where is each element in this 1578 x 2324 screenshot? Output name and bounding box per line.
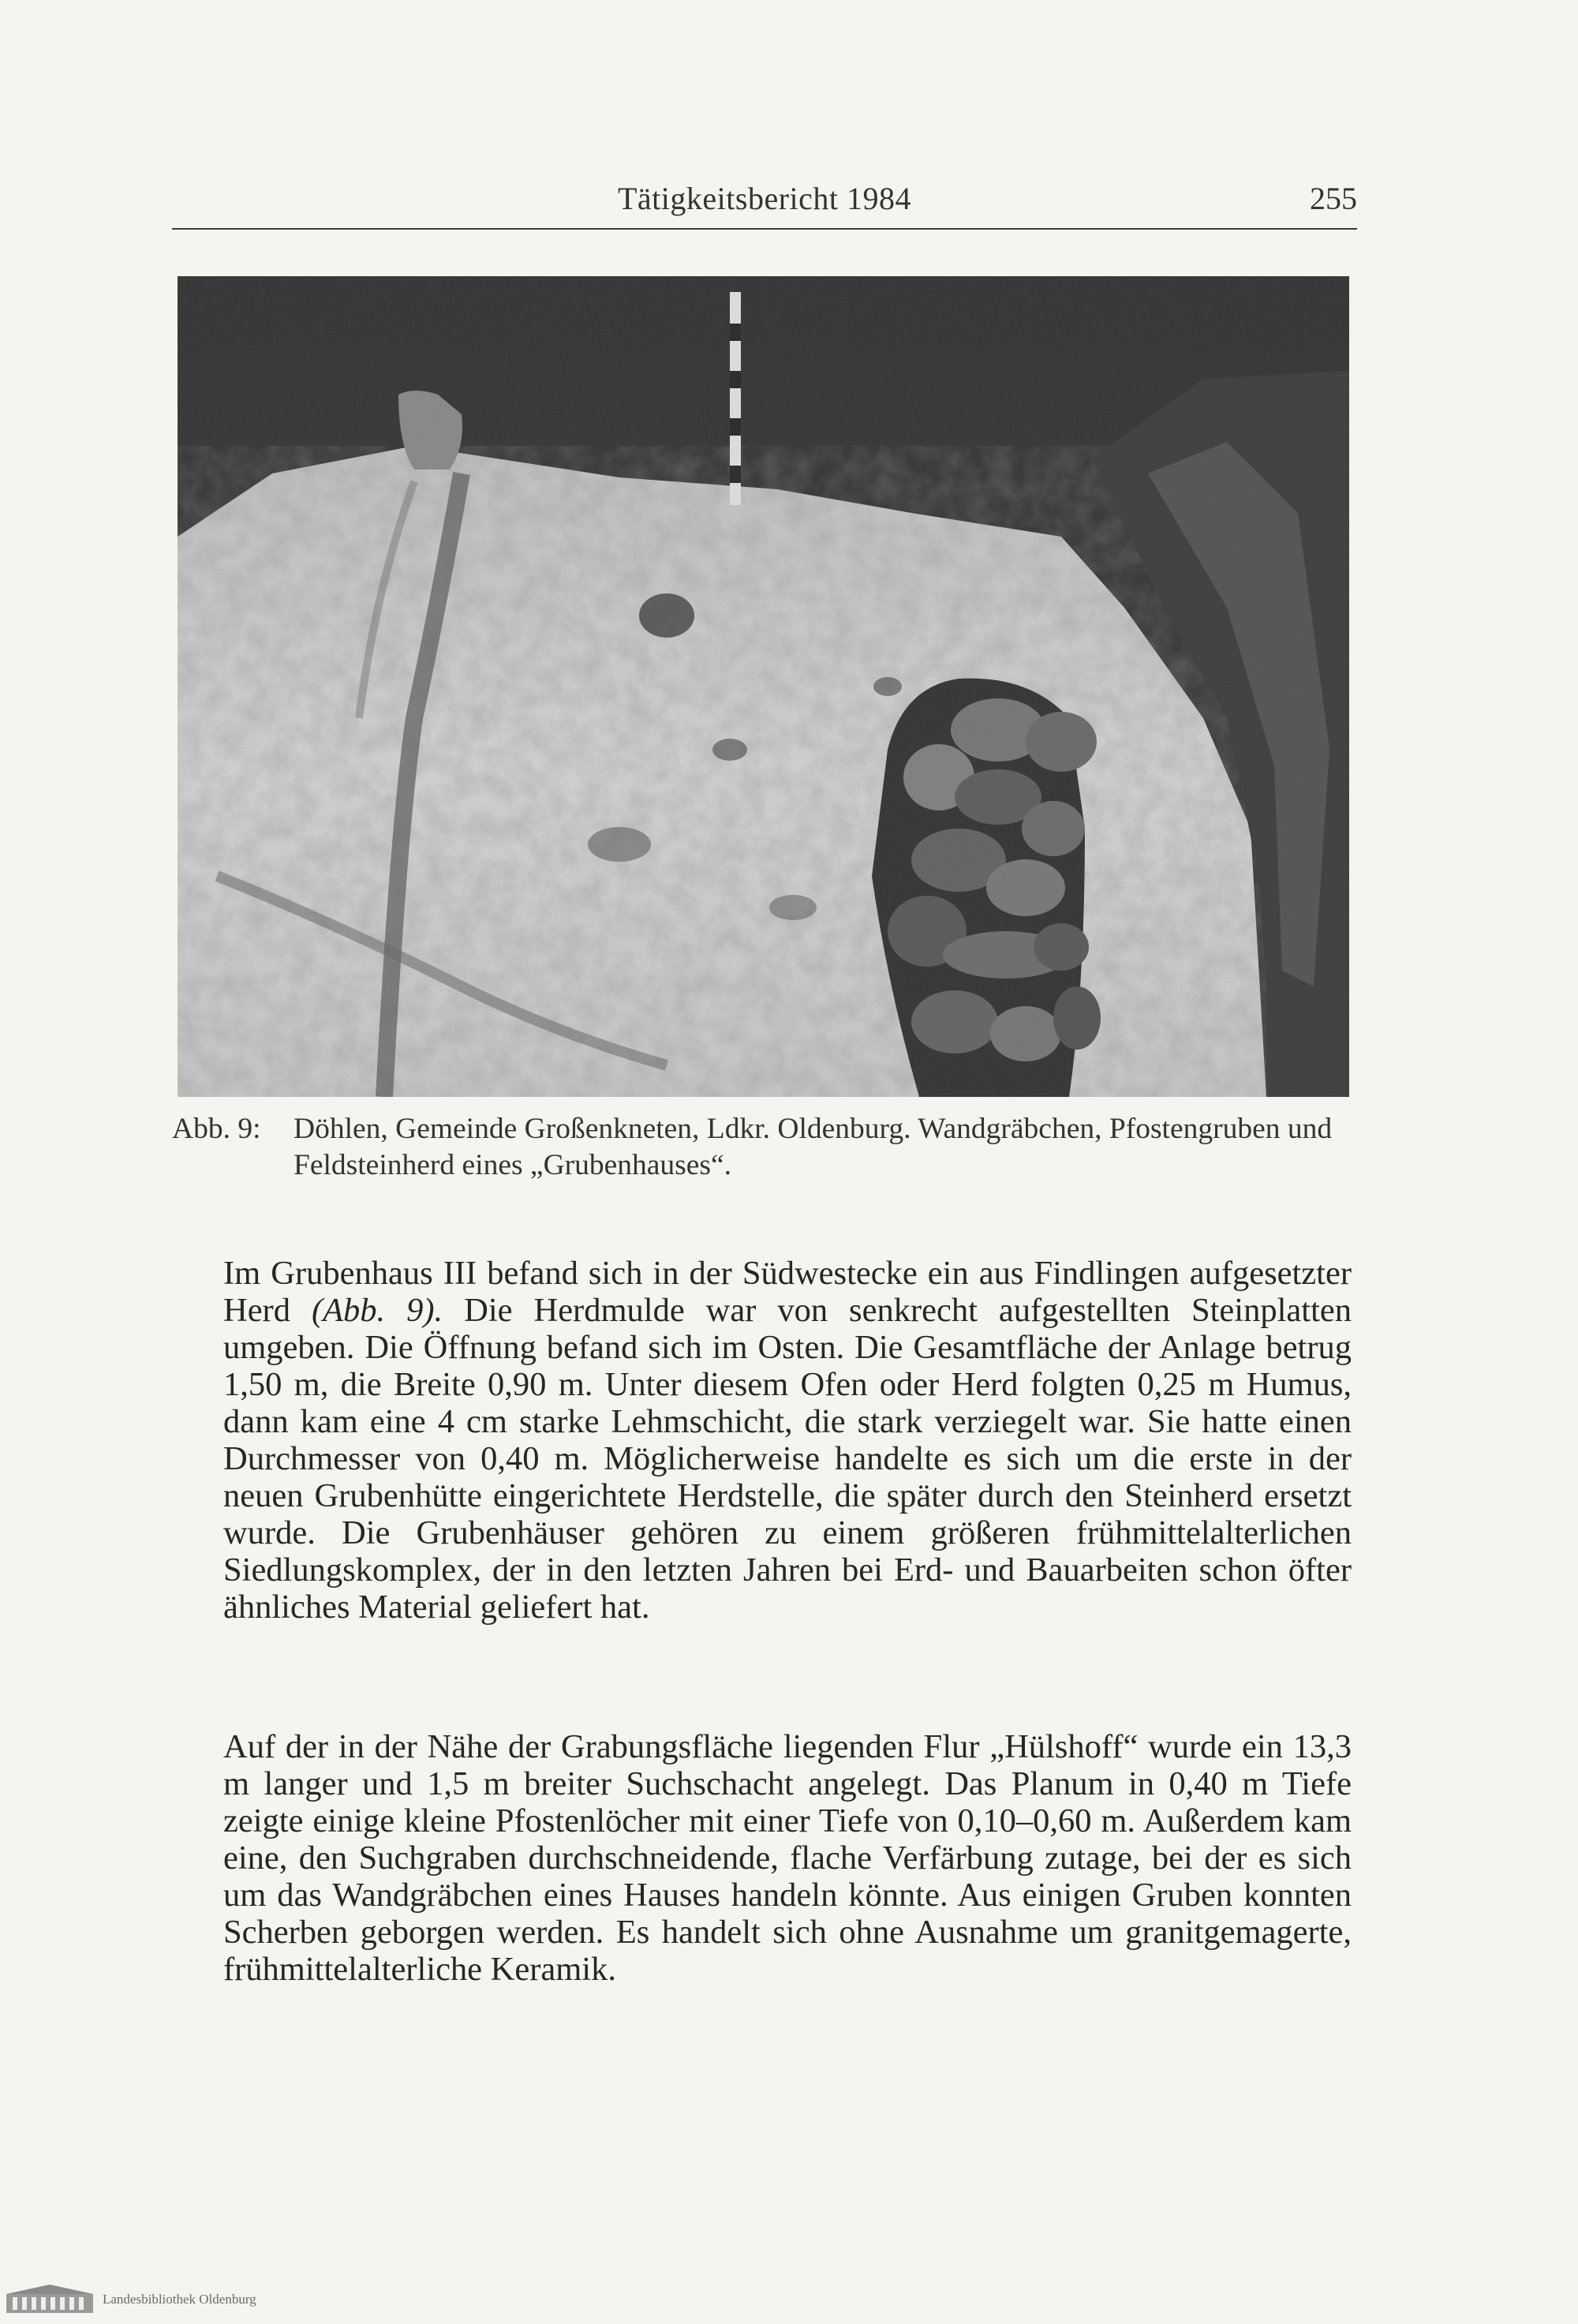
figure-label: Abb. 9: bbox=[172, 1113, 261, 1145]
page-number: 255 bbox=[1310, 181, 1357, 216]
excavation-photo bbox=[178, 276, 1349, 1097]
running-title: Tätigkeitsbericht 1984 bbox=[617, 181, 911, 216]
running-header bbox=[172, 180, 1357, 227]
paragraph-1-rest: Die Herdmulde war von senkrecht aufgestellten Steinplatten umgeben. Die Öffnung befand sich im Osten. Die Gesamtfläche der Anlage betrug 1,50 m, die Breite 0,90 m. Unter diesem Ofen oder Herd folgten 0,25 m Humus, dann kam eine 4 cm starke Lehmschicht, die stark verziegelt war. Sie hatte einen Durchmesser von 0,40 m. Möglicherweise handelte es sich um die erste in der neuen Grubenhütte eingerichtete Herdstelle, die später durch den Steinherd ersetzt wurde. Die Grubenhäuser gehören zu einem größeren frühmittelalterlichen Siedlungskomplex, der in den letzten Jahren bei Erd- und Bauarbeiten schon öfter ähnliches Material geliefert hat. bbox=[223, 1292, 1352, 1626]
figure-caption bbox=[172, 1111, 1363, 1184]
library-watermark bbox=[0, 2283, 331, 2315]
paragraph-1-start: Im Grubenhaus III befand sich in der Südwestecke ein aus Findlingen aufgesetzter Herd bbox=[223, 1255, 1352, 1329]
body-paragraph-1 bbox=[223, 1255, 1352, 1626]
library-building-icon bbox=[6, 2285, 93, 2313]
figure-caption-text: Döhlen, Gemeinde Großenkneten, Ldkr. Oldenburg. Wandgräbchen, Pfostengruben und Feldsteinherd eines „Grubenhauses“. bbox=[294, 1113, 1333, 1181]
library-name: Landesbibliothek Oldenburg bbox=[103, 2292, 256, 2307]
header-rule bbox=[172, 228, 1357, 230]
figure-reference: (Abb. 9). bbox=[311, 1292, 443, 1329]
body-paragraph-2: Auf der in der Nähe der Grabungsfläche liegenden Flur „Hülshoff“ wurde ein 13,3 m langer und 1,5 m breiter Suchschacht angelegt. Das Planum in 0,40 m Tiefe zeigte einige kleine Pfostenlöcher mit einer Tiefe von 0,10–0,60 m. Außerdem kam eine, den Suchgraben durchschneidende, flache Verfärbung zutage, bei der es sich um das Wandgräbchen eines Hauses handeln könnte. Aus einigen Gruben konnten Scherben geborgen werden. Es handelt sich ohne Ausnahme um granitgemagerte, frühmittelalterliche Keramik. bbox=[223, 1728, 1352, 1988]
